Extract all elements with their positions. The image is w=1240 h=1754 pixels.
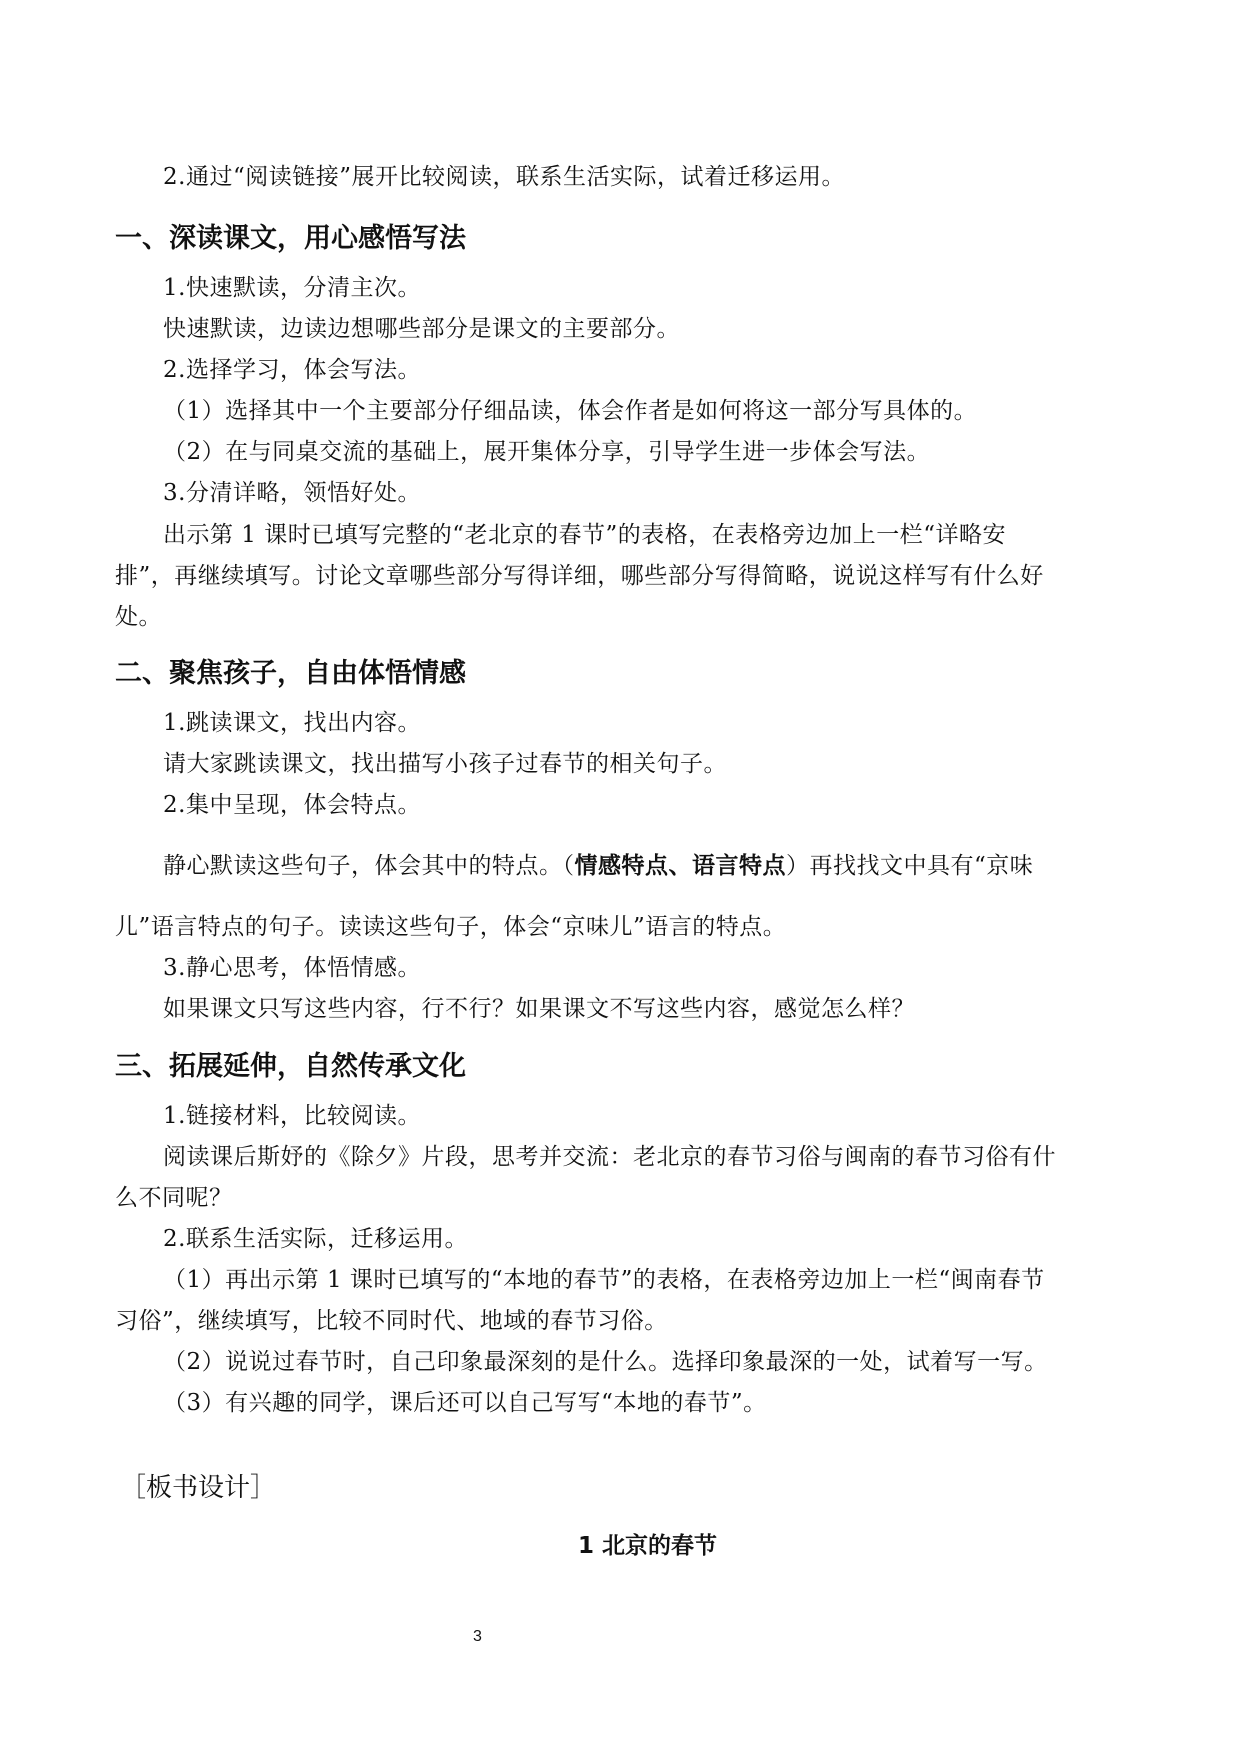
board-title: 1 北京的春节: [578, 1533, 718, 1559]
section2-line-3: 2.集中呈现，体会特点。: [163, 792, 421, 818]
section3-line-7: （2）说说过春节时，自己印象最深刻的是什么。选择印象最深的一处，试着写一写。: [163, 1349, 1048, 1375]
section1-line-4: （1）选择其中一个主要部分仔细品读，体会作者是如何将这一部分写具体的。: [163, 398, 978, 424]
section2-para-text-a: 静心默读这些句子，体会其中的特点。（: [163, 853, 575, 879]
section1-line-2: 快速默读，边读边想哪些部分是课文的主要部分。: [163, 316, 680, 342]
section2-line-5: 如果课文只写这些内容，行不行？如果课文不写这些内容，感觉怎么样？: [163, 996, 915, 1022]
section1-line-1: 1.快速默读，分清主次。: [163, 275, 421, 301]
section2-para-line-1: [163, 851, 1033, 881]
section2-para-text-b: ）再找找文中具有“京味: [786, 853, 1034, 879]
objective-line: 2.通过“阅读链接”展开比较阅读，联系生活实际，试着迁移运用。: [163, 164, 845, 190]
section3-line-8: （3）有兴趣的同学，课后还可以自己写写“本地的春节”。: [163, 1390, 767, 1416]
page-number: 3: [473, 1628, 482, 1645]
section3-line-5: （1）再出示第 1 课时已填写的“本地的春节”的表格，在表格旁边加上一栏“闽南春节: [163, 1267, 1045, 1293]
section1-line-6: 3.分清详略，领悟好处。: [163, 480, 421, 506]
section2-line-1: 1.跳读课文，找出内容。: [163, 710, 421, 736]
section1-line-5: （2）在与同桌交流的基础上，展开集体分享，引导学生进一步体会写法。: [163, 439, 931, 465]
section-heading-3: 三、拓展延伸，自然传承文化: [115, 1051, 466, 1082]
section2-para-bold: 情感特点、语言特点: [574, 853, 786, 879]
board-design-label: ［板书设计］: [120, 1473, 277, 1503]
section3-line-4: 2.联系生活实际，迁移运用。: [163, 1226, 468, 1252]
section2-para-line-2: 儿”语言特点的句子。读读这些句子，体会“京味儿”语言的特点。: [115, 914, 787, 940]
section2-line-2: 请大家跳读课文，找出描写小孩子过春节的相关句子。: [163, 751, 727, 777]
section-heading-2: 二、聚焦孩子，自由体悟情感: [115, 658, 466, 689]
section2-line-4: 3.静心思考，体悟情感。: [163, 955, 421, 981]
section3-line-1: 1.链接材料，比较阅读。: [163, 1103, 421, 1129]
section3-line-6: 习俗”，继续填写，比较不同时代、地域的春节习俗。: [115, 1308, 668, 1334]
section-heading-1: 一、深读课文，用心感悟写法: [115, 223, 466, 254]
section3-line-2: 阅读课后斯妤的《除夕》片段，思考并交流：老北京的春节习俗与闽南的春节习俗有什: [163, 1144, 1056, 1170]
section1-para-line-3: 处。: [115, 604, 162, 630]
section3-line-3: 么不同呢？: [115, 1185, 233, 1211]
section1-para-line-2: 排”，再继续填写。讨论文章哪些部分写得详细，哪些部分写得简略，说说这样写有什么好: [115, 563, 1044, 589]
section1-line-3: 2.选择学习，体会写法。: [163, 357, 421, 383]
section1-para-line-1: 出示第 1 课时已填写完整的“老北京的春节”的表格，在表格旁边加上一栏“详略安: [163, 522, 1007, 548]
